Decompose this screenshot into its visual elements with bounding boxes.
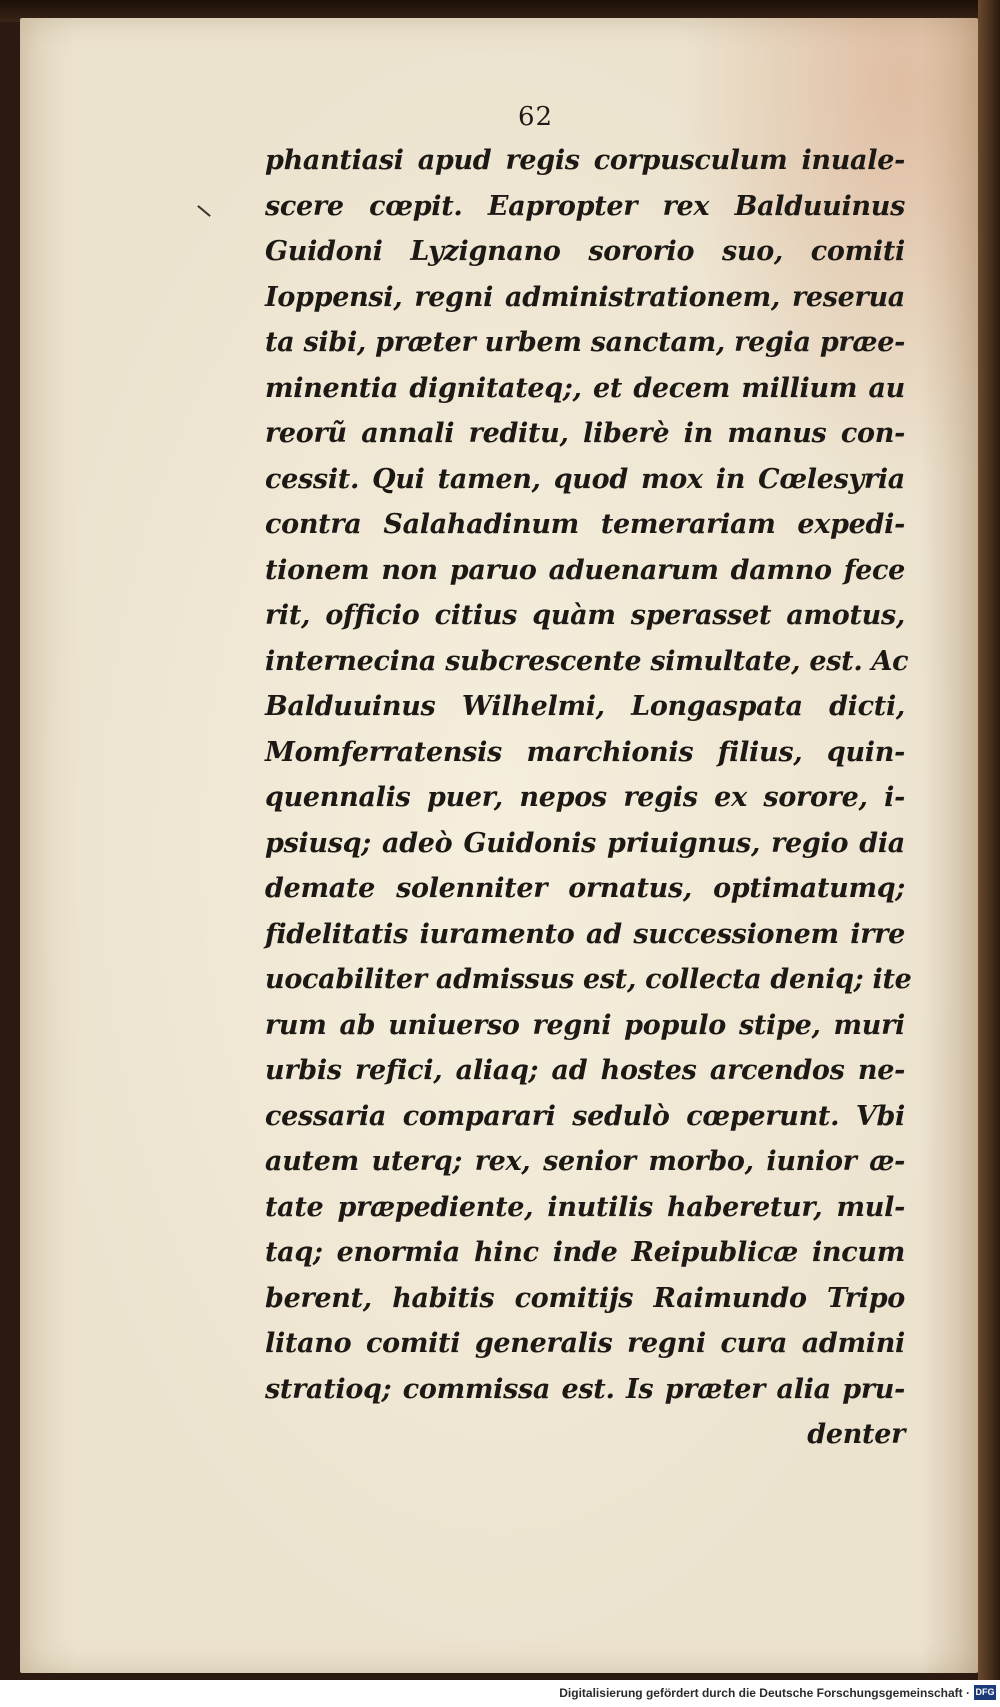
text-line: cessit. Qui tamen, quod mox in Cœlesyria — [265, 463, 905, 495]
text-line: scere cœpit. Eapropter rex Balduuinus — [265, 190, 905, 222]
text-line: internecina subcrescente simultate, est. Ac — [265, 645, 909, 677]
text-line: ta sibi, præter urbem sanctam, regia præe- — [265, 327, 905, 358]
text-line: uocabiliter admissus est, collecta deniq; ite — [265, 964, 912, 995]
text-line: Balduuinus Wilhelmi, Longaspata dicti, — [265, 691, 905, 722]
text-line: stratioq; commissa est. Is præter alia pru- — [265, 1373, 905, 1405]
scan-right-edge — [978, 0, 1000, 1680]
text-line: Momferratensis marchionis filius, quin- — [265, 736, 905, 768]
text-line: rit, officio citius quàm sperasset amotus, — [265, 600, 905, 631]
text-line: minentia dignitateq;, et decem millium au — [265, 372, 905, 404]
text-line: taq; enormia hinc inde Reipublicæ incum — [265, 1237, 905, 1268]
catchword: denter — [807, 1419, 905, 1450]
text-line: Guidoni Lyzignano sororio suo, comiti — [265, 236, 905, 267]
text-line: quennalis puer, nepos regis ex sorore, i- — [265, 782, 905, 813]
text-line: litano comiti generalis regni cura admini — [265, 1328, 905, 1359]
text-line: autem uterq; rex, senior morbo, iunior æ- — [265, 1146, 905, 1177]
text-line: urbis refici, aliaq; ad hostes arcendos ne- — [265, 1055, 905, 1086]
text-line: reorũ annali reditu, liberè in manus con- — [265, 418, 905, 449]
text-line: demate solenniter ornatus, optimatumq; — [265, 873, 905, 904]
text-block — [265, 138, 912, 1458]
text-line: tionem non paruo aduenarum damno fece — [265, 554, 905, 586]
page-number: 62 — [518, 102, 554, 132]
dfg-logo: DFG — [974, 1685, 996, 1700]
text-line: fidelitatis iuramento ad successionem irre — [265, 918, 905, 950]
text-line: contra Salahadinum temerariam expedi- — [265, 509, 905, 540]
text-line: berent, habitis comitijs Raimundo Tripo — [265, 1282, 905, 1314]
text-line: cessaria comparari sedulò cœperunt. Vbi — [265, 1100, 905, 1132]
funding-credit: Digitalisierung gefördert durch die Deutsche Forschungsgemeinschaft · — [559, 1686, 970, 1700]
text-line: phantiasi apud regis corpusculum inuale- — [265, 145, 905, 176]
text-line: Ioppensi, regni administrationem, reserua — [265, 281, 905, 313]
footer-bar — [0, 1680, 1000, 1707]
text-line: psiusq; adeò Guidonis priuignus, regio dia — [265, 827, 905, 859]
text-line: tate præpediente, inutilis haberetur, mul- — [265, 1191, 905, 1223]
text-line: rum ab uniuerso regni populo stipe, muri — [265, 1009, 905, 1041]
